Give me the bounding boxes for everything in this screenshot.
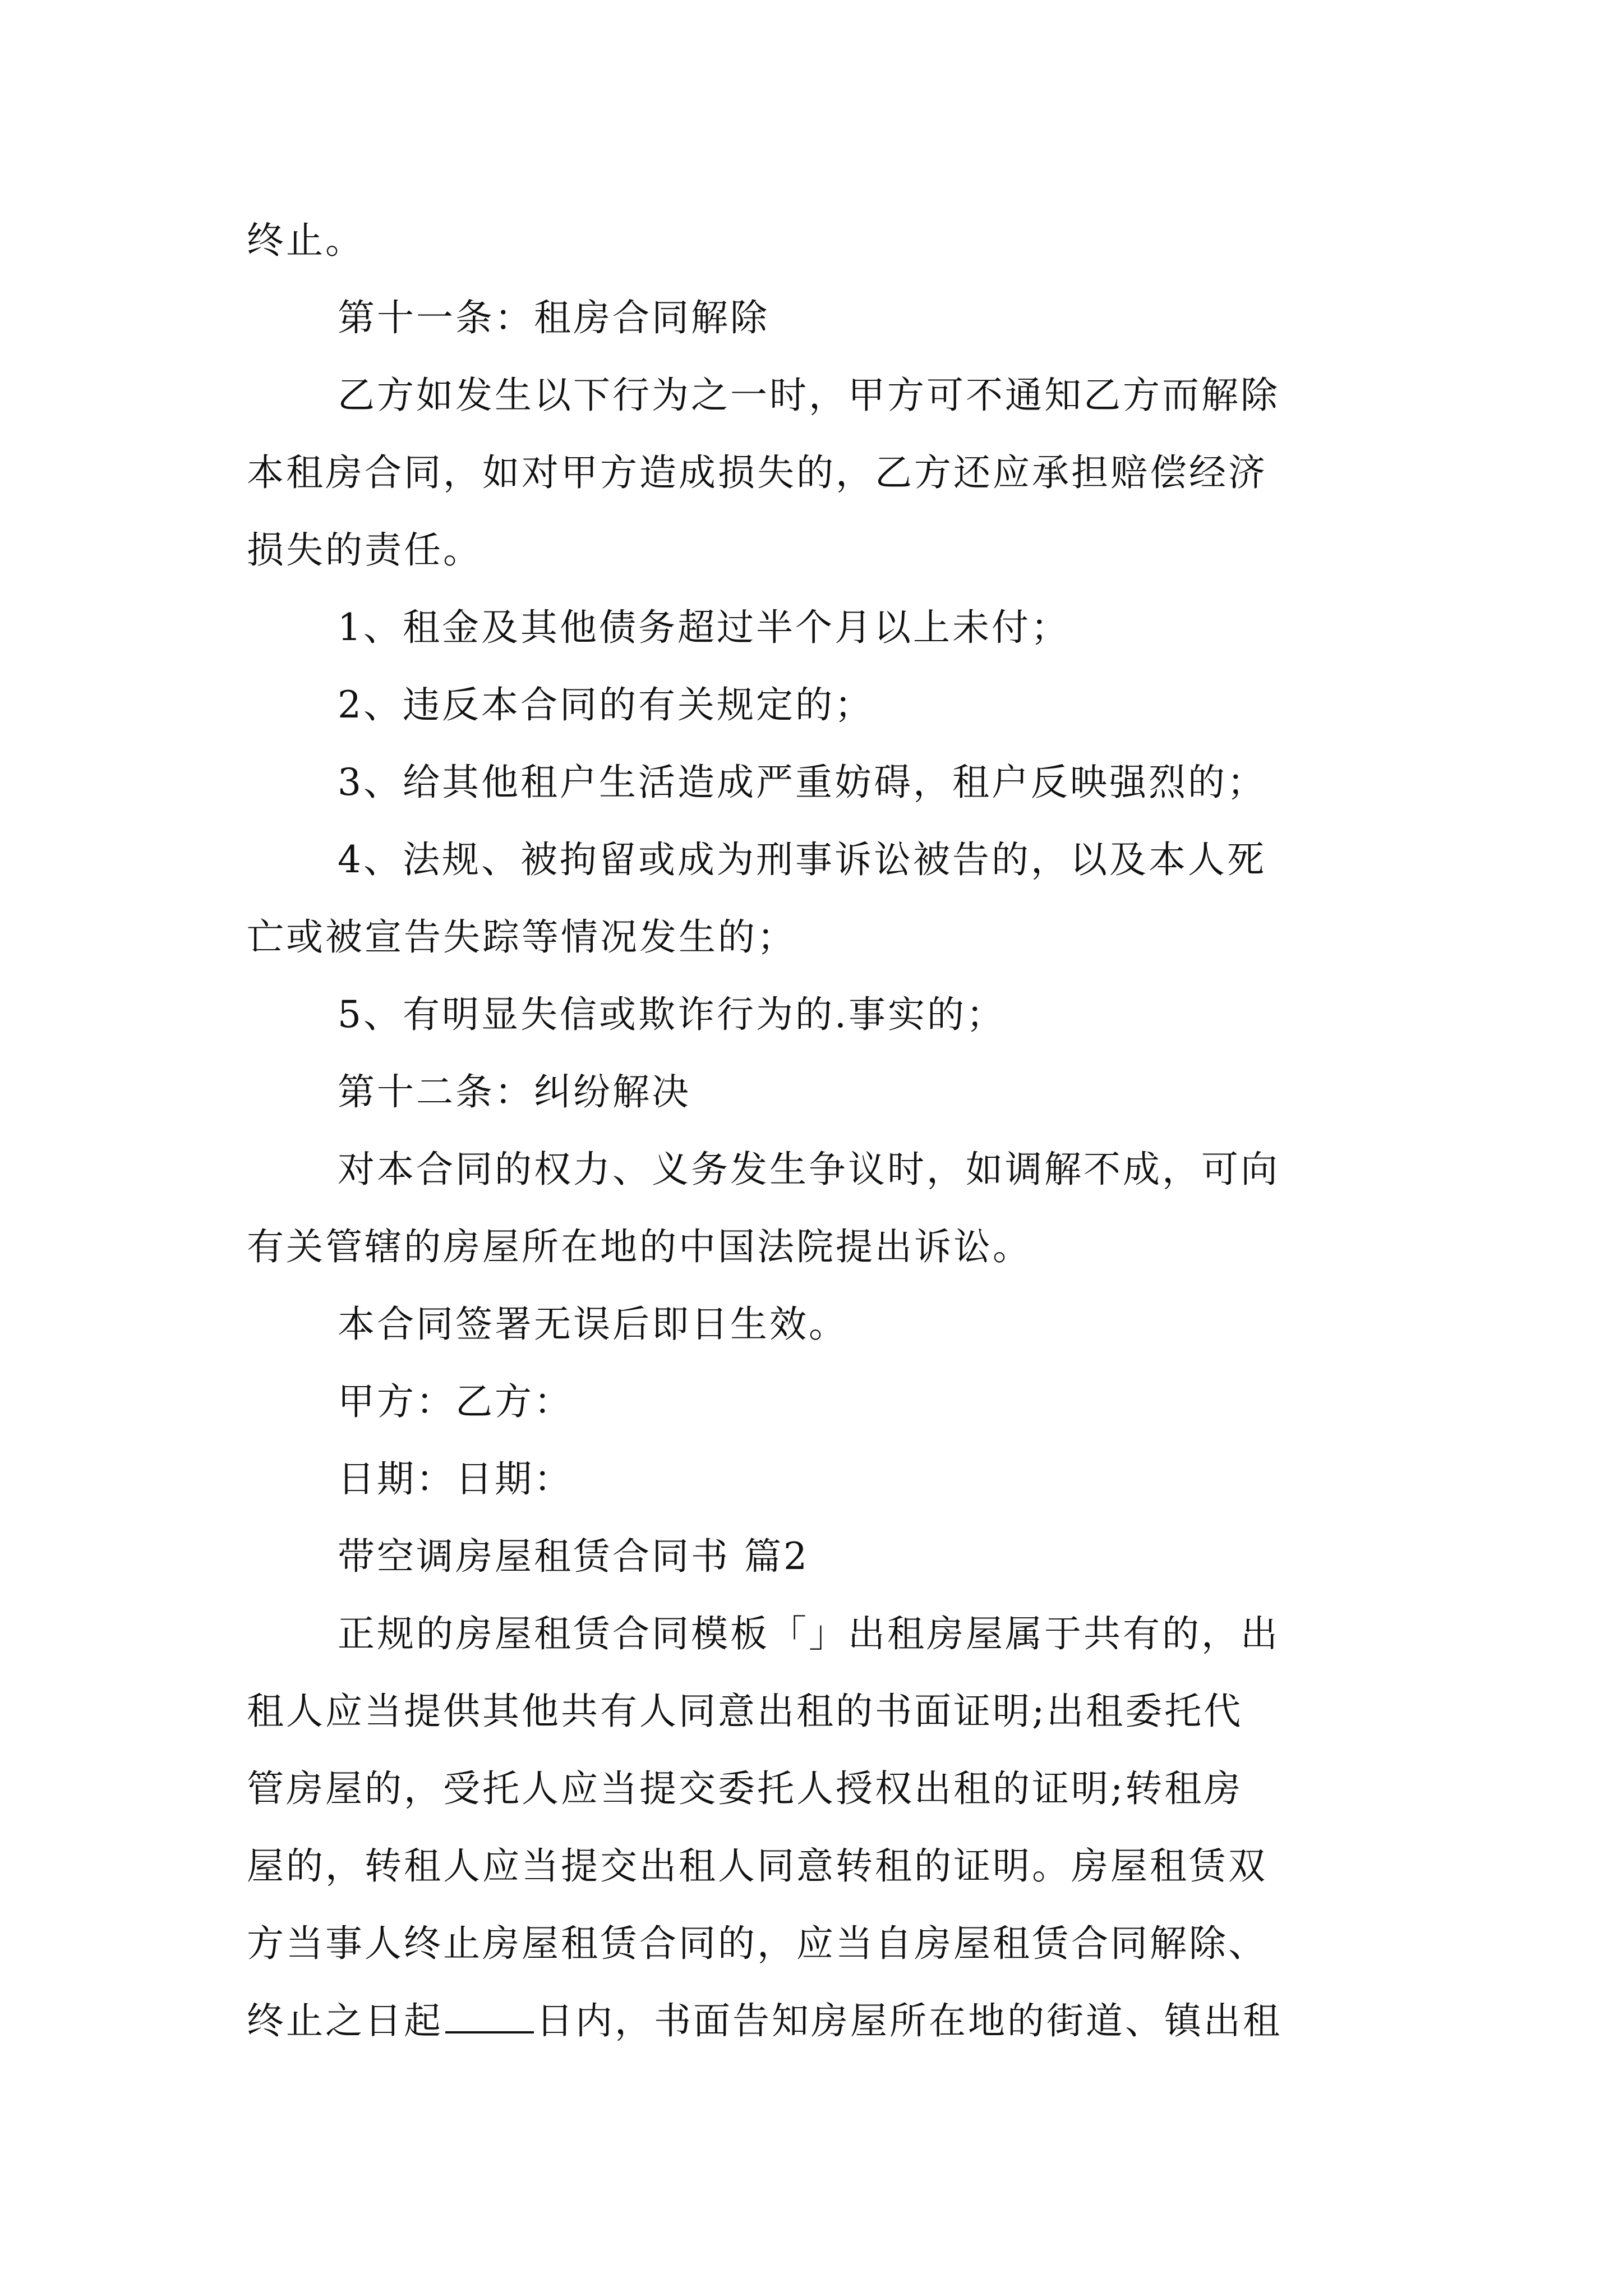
list-item: 1、租金及其他债务超过半个月以上未付； — [338, 606, 1070, 649]
document-body — [247, 202, 1391, 2060]
paragraph-line: 管房屋的，受托人应当提交委托人授权出租的证明;转租房 — [247, 1767, 1243, 1810]
list-item: 4、法规、被拘留或成为刑事诉讼被告的，以及本人死 — [338, 838, 1266, 881]
section-heading-12: 第十二条：纠纷解决 — [338, 1070, 691, 1114]
signature-dates: 日期：日期： — [338, 1457, 573, 1501]
paragraph-line-with-blank — [247, 1982, 1391, 2060]
section-heading-11: 第十一条：租房合同解除 — [338, 296, 769, 339]
list-item: 3、给其他租户生活造成严重妨碍，租户反映强烈的； — [338, 761, 1266, 804]
paragraph-line: 有关管辖的房屋所在地的中国法院提出诉讼。 — [247, 1225, 1032, 1268]
paragraph-line: 本租房合同，如对甲方造成损失的，乙方还应承担赔偿经济 — [247, 451, 1267, 494]
effective-clause: 本合同签署无误后即日生效。 — [338, 1303, 848, 1346]
signature-parties: 甲方：乙方： — [338, 1380, 573, 1423]
paragraph-line: 方当事人终止房屋租赁合同的，应当自房屋租赁合同解除、 — [247, 1922, 1267, 1965]
text-after-blank: 日内，书面告知房屋所在地的街道、镇出租 — [536, 1999, 1282, 2042]
paragraph-line: 正规的房屋租赁合同模板「」出租房屋属于共有的，出 — [338, 1612, 1280, 1655]
paragraph-line: 对本合同的权力、义务发生争议时，如调解不成，可向 — [338, 1148, 1280, 1191]
paragraph-line: 损失的责任。 — [247, 528, 482, 572]
list-item: 5、有明显失信或欺诈行为的.事实的； — [338, 993, 1006, 1036]
list-item-continuation: 亡或被宣告失踪等情况发生的； — [247, 915, 796, 959]
list-item: 2、违反本合同的有关规定的； — [338, 683, 874, 726]
paragraph-line: 乙方如发生以下行为之一时，甲方可不通知乙方而解除 — [338, 374, 1280, 417]
paragraph-line: 租人应当提供其他共有人同意出租的书面证明;出租委托代 — [247, 1690, 1243, 1733]
text-before-blank: 终止之日起 — [247, 1999, 443, 2042]
text-line: 终止。 — [247, 219, 365, 262]
fill-in-blank — [445, 1998, 534, 2033]
article-title: 带空调房屋租赁合同书 篇2 — [338, 1535, 809, 1578]
paragraph-line: 屋的，转租人应当提交出租人同意转租的证明。房屋租赁双 — [247, 1844, 1267, 1888]
